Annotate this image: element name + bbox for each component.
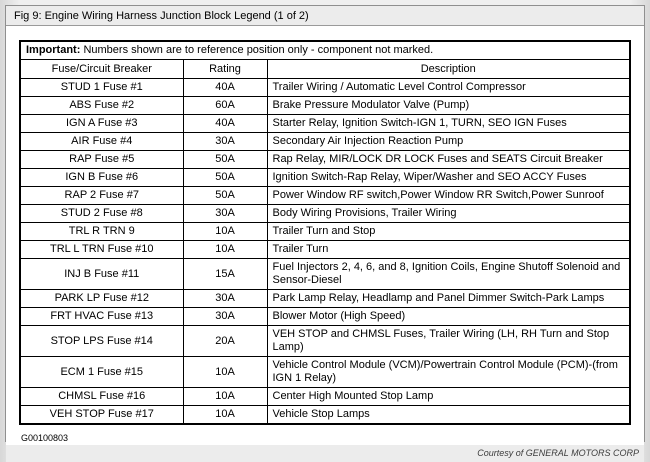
table-row (20, 388, 630, 406)
fuse-name: STUD 2 Fuse #8 (20, 205, 183, 223)
fuse-name: STUD 1 Fuse #1 (20, 79, 183, 97)
fuse-rating: 10A (183, 241, 267, 259)
fuse-name: FRT HVAC Fuse #13 (20, 308, 183, 326)
fuse-rating: 20A (183, 326, 267, 357)
figure-panel (5, 5, 645, 458)
fuse-description: Trailer Turn (267, 241, 630, 259)
fuse-rating: 40A (183, 115, 267, 133)
fuse-description: Brake Pressure Modulator Valve (Pump) (267, 97, 630, 115)
fuse-description: Body Wiring Provisions, Trailer Wiring (267, 205, 630, 223)
fuse-name: ECM 1 Fuse #15 (20, 357, 183, 388)
fuse-description: Ignition Switch-Rap Relay, Wiper/Washer and SEO ACCY Fuses (267, 169, 630, 187)
fuse-description: Power Window RF switch,Power Window RR Switch,Power Sunroof (267, 187, 630, 205)
fuse-description: Fuel Injectors 2, 4, 6, and 8, Ignition Coils, Engine Shutoff Solenoid and Sensor-Diesel (267, 259, 630, 290)
fuse-name: RAP 2 Fuse #7 (20, 187, 183, 205)
fuse-name: ABS Fuse #2 (20, 97, 183, 115)
fuse-name: IGN A Fuse #3 (20, 115, 183, 133)
column-header-rating: Rating (183, 60, 267, 79)
fuse-rating: 60A (183, 97, 267, 115)
fuse-name: IGN B Fuse #6 (20, 169, 183, 187)
table-row (20, 308, 630, 326)
figure-body (6, 26, 644, 445)
important-note-row (20, 41, 630, 60)
fuse-description: Vehicle Stop Lamps (267, 406, 630, 425)
fuse-name: PARK LP Fuse #12 (20, 290, 183, 308)
fuse-description: Vehicle Control Module (VCM)/Powertrain Control Module (PCM)-(from IGN 1 Relay) (267, 357, 630, 388)
fuse-name: TRL L TRN Fuse #10 (20, 241, 183, 259)
fuse-description: Center High Mounted Stop Lamp (267, 388, 630, 406)
fuse-name: VEH STOP Fuse #17 (20, 406, 183, 425)
fuse-rating: 50A (183, 169, 267, 187)
table-row (20, 205, 630, 223)
fuse-rating: 10A (183, 223, 267, 241)
important-label: Important: (26, 44, 81, 56)
table-row (20, 133, 630, 151)
fuse-rating: 30A (183, 290, 267, 308)
fuse-rating: 50A (183, 151, 267, 169)
fuse-description: Rap Relay, MIR/LOCK DR LOCK Fuses and SEATS Circuit Breaker (267, 151, 630, 169)
table-row (20, 97, 630, 115)
fuse-rating: 40A (183, 79, 267, 97)
fuse-name: TRL R TRN 9 (20, 223, 183, 241)
table-row (20, 187, 630, 205)
courtesy-note: Courtesy of GENERAL MOTORS CORP (6, 445, 644, 462)
table-row (20, 357, 630, 388)
table-row (20, 79, 630, 97)
table-row (20, 406, 630, 425)
figure-title: Fig 9: Engine Wiring Harness Junction Block Legend (1 of 2) (6, 6, 644, 26)
fuse-rating: 30A (183, 308, 267, 326)
fuse-legend-table (19, 40, 631, 425)
table-row (20, 241, 630, 259)
fuse-rating: 15A (183, 259, 267, 290)
table-row (20, 169, 630, 187)
fuse-description: Starter Relay, Ignition Switch-IGN 1, TURN, SEO IGN Fuses (267, 115, 630, 133)
fuse-description: Trailer Turn and Stop (267, 223, 630, 241)
important-note (20, 41, 630, 60)
fuse-rating: 30A (183, 205, 267, 223)
fuse-rating: 10A (183, 388, 267, 406)
important-text: Numbers shown are to reference position only - component not marked. (80, 44, 434, 56)
table-row (20, 326, 630, 357)
table-row (20, 259, 630, 290)
fuse-description: VEH STOP and CHMSL Fuses, Trailer Wiring (LH, RH Turn and Stop Lamp) (267, 326, 630, 357)
fuse-description: Trailer Wiring / Automatic Level Control Compressor (267, 79, 630, 97)
column-header-description: Description (267, 60, 630, 79)
fuse-description: Blower Motor (High Speed) (267, 308, 630, 326)
fuse-rating: 10A (183, 406, 267, 425)
fuse-rating: 50A (183, 187, 267, 205)
fuse-rating: 30A (183, 133, 267, 151)
column-header-fuse: Fuse/Circuit Breaker (20, 60, 183, 79)
fuse-description: Park Lamp Relay, Headlamp and Panel Dimmer Switch-Park Lamps (267, 290, 630, 308)
fuse-description: Secondary Air Injection Reaction Pump (267, 133, 630, 151)
fuse-name: AIR Fuse #4 (20, 133, 183, 151)
table-row (20, 115, 630, 133)
fuse-name: INJ B Fuse #11 (20, 259, 183, 290)
fuse-name: CHMSL Fuse #16 (20, 388, 183, 406)
figure-code: G00100803 (21, 433, 69, 443)
table-row (20, 223, 630, 241)
column-header-row (20, 60, 630, 79)
fuse-rating: 10A (183, 357, 267, 388)
fuse-name: STOP LPS Fuse #14 (20, 326, 183, 357)
table-row (20, 151, 630, 169)
fuse-name: RAP Fuse #5 (20, 151, 183, 169)
table-row (20, 290, 630, 308)
